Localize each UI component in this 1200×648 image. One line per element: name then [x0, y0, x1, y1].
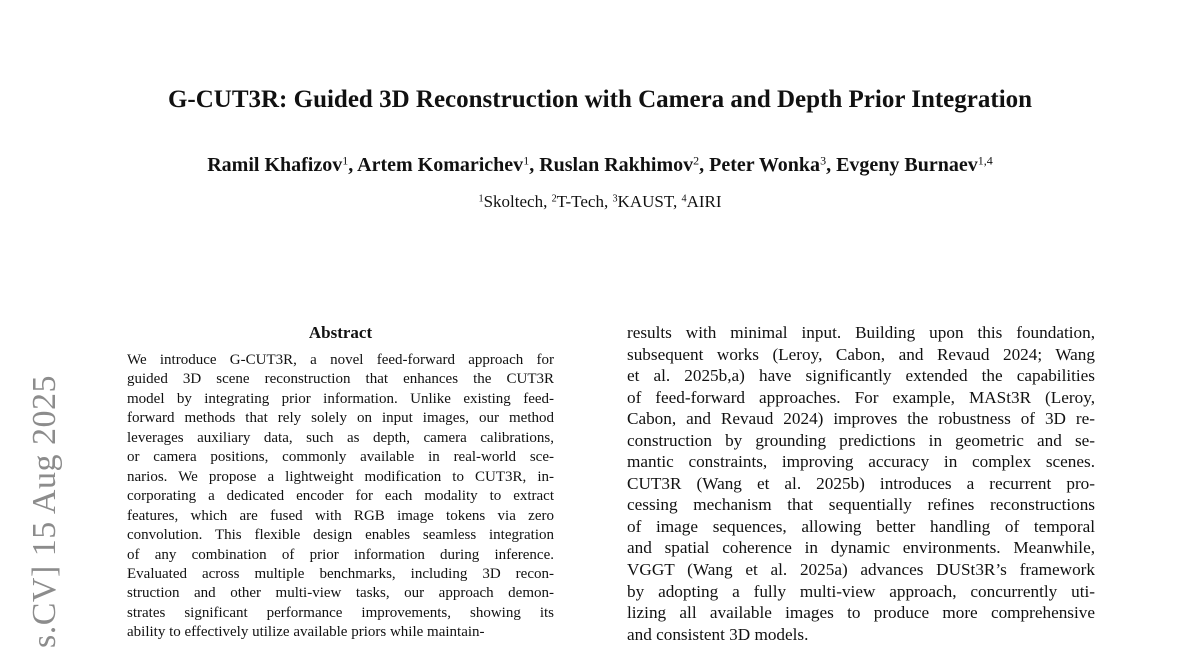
text-line: We introduce G-CUT3R, a novel feed-forward approach for [127, 352, 554, 368]
text-line: corporating a dedicated encoder for each modality to extract [127, 488, 554, 505]
text-line: narios. We propose a lightweight modification to CUT3R, in- [127, 468, 554, 485]
text-line: Evaluated across multiple benchmarks, including 3D recon- [127, 565, 554, 582]
text-line: strates significant performance improvements, showing its [127, 604, 554, 621]
affiliation-number: 3 [612, 193, 618, 205]
author-affiliation-mark: 1 [523, 153, 530, 168]
text-line: struction and other multi-view tasks, our approach demon- [127, 585, 554, 602]
right-column-body [627, 322, 1095, 645]
author-affiliation-mark: 1,4 [977, 153, 993, 168]
text-line: by adopting a fully multi-view approach, concurrently uti- [627, 581, 1095, 601]
text-line: of feed-forward approaches. For example, MASt3R (Leroy, [627, 387, 1095, 407]
text-line: features, which are fused with RGB image tokens via zero [127, 507, 554, 524]
author-name: Ruslan Rakhimov [539, 154, 694, 176]
text-line: subsequent works (Leroy, Cabon, and Revaud 2024; Wang [627, 344, 1095, 364]
affiliation-name: T-Tech [556, 192, 604, 211]
author-name: Ramil Khafizov [207, 154, 343, 176]
text-line: guided 3D scene reconstruction that enhances the CUT3R [127, 371, 554, 388]
text-line: model by integrating prior information. Unlike existing feed- [127, 390, 554, 407]
affiliation-number: 2 [551, 193, 557, 205]
abstract-body [127, 351, 554, 643]
affiliation-list: $^1$Skoltech, $^2$T-Tech, $^3$KAUST, $^4$AIRI [478, 192, 722, 211]
text-line: mantic constraints, improving accuracy in complex scenes. [627, 452, 1095, 472]
author-affiliation-mark: 3 [820, 153, 827, 168]
affiliation-number: 4 [681, 193, 687, 205]
author-affiliation-mark: 1 [342, 153, 349, 168]
text-line: cessing mechanism that sequentially refines reconstructions [627, 495, 1095, 515]
text-line: forward methods that rely solely on input images, our method [127, 410, 554, 427]
author-name: Artem Komarichev [357, 154, 524, 176]
author-name: Peter Wonka [709, 154, 821, 176]
text-line: and consistent 3D models. [627, 624, 809, 644]
text-line: et al. 2025b,a) have significantly extended the capabilities [627, 366, 1095, 386]
text-line: leverages auxiliary data, such as depth, camera calibrations, [127, 429, 554, 446]
author-list: Ramil Khafizov$^1$, Artem Komarichev$^1$, Ruslan Rakhimov$^2$, Peter Wonka$^3$, Evgeny Burnaev$^{1,4}$ [207, 153, 993, 176]
text-line: VGGT (Wang et al. 2025a) advances DUSt3R’s framework [627, 560, 1095, 580]
text-line: or camera positions, commonly available in real-world sce- [127, 449, 554, 466]
abstract-heading: Abstract [308, 323, 373, 342]
arxiv-identifier-stamp: s.CV] 15 Aug 2025 [26, 375, 63, 648]
affiliation-name: KAUST [617, 192, 673, 211]
text-line: of image sequences, allowing better handling of temporal [627, 516, 1095, 536]
author-affiliation-mark: 2 [693, 153, 700, 168]
text-line: convolution. This flexible design enables seamless integration [127, 527, 554, 544]
text-line: construction by grounding predictions in geometric and se- [627, 430, 1095, 450]
affiliation-name: Skoltech [483, 192, 544, 211]
author-name: Evgeny Burnaev [836, 154, 978, 176]
paper-title: G-CUT3R: Guided 3D Reconstruction with Camera and Depth Prior Integration [167, 86, 1033, 113]
affiliation-number: 1 [478, 193, 484, 205]
text-line: CUT3R (Wang et al. 2025b) introduces a recurrent pro- [627, 473, 1095, 493]
text-line: lizing all available images to produce more comprehensive [627, 603, 1095, 623]
text-line: and spatial coherence in dynamic environments. Meanwhile, [627, 538, 1095, 558]
text-line: ability to effectively utilize available priors while maintain- [127, 624, 485, 641]
text-line: of any combination of prior information during inference. [127, 546, 554, 563]
affiliation-name: AIRI [686, 192, 722, 211]
text-line: Cabon, and Revaud 2024) improves the robustness of 3D re- [627, 409, 1095, 429]
text-line: results with minimal input. Building upon this foundation, [627, 323, 1095, 342]
